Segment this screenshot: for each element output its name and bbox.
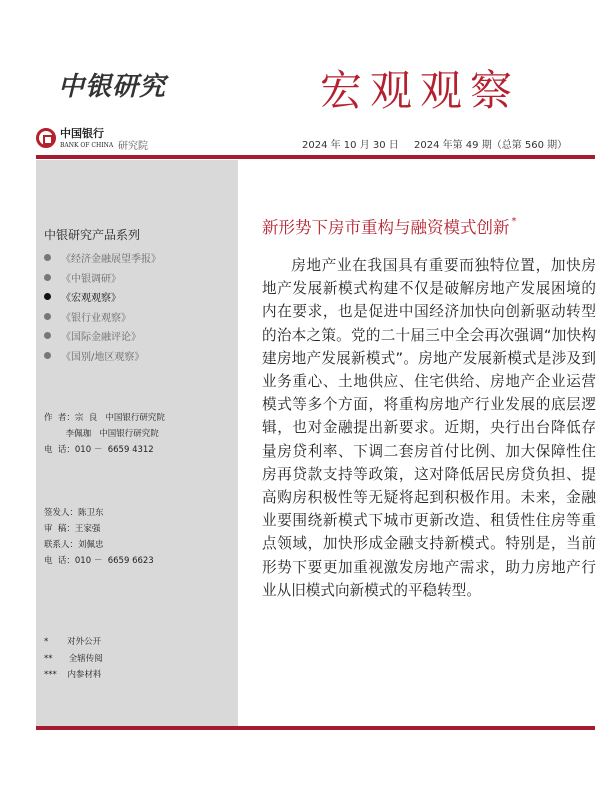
article-title — [262, 216, 517, 240]
bank-of-china-logo — [36, 126, 113, 150]
publish-date: 2024 年 10 月 30 日 — [302, 140, 399, 151]
author-line: 作 者：宗 良 中国银行研究院 — [44, 413, 165, 423]
product-series-item — [44, 348, 144, 363]
brand-script-logo: 中银研究 — [58, 72, 167, 102]
bank-of-china-emblem-icon — [36, 128, 56, 148]
series-title: 宏观观察 — [320, 66, 521, 115]
product-series-item — [44, 328, 141, 343]
author-line: 李佩珈 中国银行研究院 — [44, 429, 159, 439]
product-series-label: 《宏观观察》 — [61, 293, 121, 305]
product-series-label: 《国别/地区观察》 — [61, 352, 145, 363]
bullet-icon — [44, 332, 51, 339]
reviewer-line: 审 稿：王家强 — [44, 524, 101, 534]
product-series-label: 《国际金融评论》 — [61, 332, 141, 344]
product-series-heading: 中银研究产品系列 — [44, 228, 141, 242]
author-phone: 电 话：010 － 6659 4312 — [44, 445, 154, 455]
bullet-icon — [44, 293, 51, 300]
issue-number: 2024 年第 49 期（总第 560 期） — [414, 140, 568, 151]
classification-public: * 对外公开 — [44, 637, 102, 647]
classification-restricted: *** 内参材料 — [44, 670, 102, 680]
issuer-line: 签发人：陈卫东 — [44, 508, 104, 518]
article-title-footnote-mark: * — [511, 216, 517, 227]
product-series-label: 《银行业观察》 — [61, 312, 131, 324]
product-series-item — [44, 270, 121, 285]
header-divider — [36, 155, 595, 159]
footer-divider — [36, 726, 595, 730]
contact-line: 联系人：刘佩忠 — [44, 540, 104, 550]
boc-logo-en: BANK OF CHINA — [60, 142, 114, 149]
product-series-label: 《中银调研》 — [61, 273, 121, 285]
classification-internal: ** 全辖传阅 — [44, 654, 103, 664]
product-series-item — [44, 250, 161, 265]
article-body: 房地产业在我国具有重要而独特位置，加快房地产发展新模式构建不仅是破解房地产发展困境的内在要求，也是促进中国经济加快向创新驱动转型的治本之策。党的二十届三中全会再次强调“加快构建房地产发展新模式”。房地产发展新模式是涉及到业务重心、土地供应、住宅供给、房地产企业运营模式等多个方面，将重构房地产行业发展的底层逻辑，也对金融提出新要求。近期，央行出台降低存量房贷利率、下调二套房首付比例、加大保障性住房再贷款支持等政策，这对降低居民房贷负担、提高购房积极性等无疑将起到积极作用。未来，金融业要围绕新模式下城市更新改造、租赁性住房等重点领域，加快形成金融支持新模式。特别是，当前形势下要更加重视激发房地产需求，助力房地产行业从旧模式向新模式的平稳转型。 — [262, 257, 596, 599]
bullet-icon — [44, 254, 51, 261]
product-series-item — [44, 289, 121, 304]
product-series-item — [44, 309, 131, 324]
bullet-icon — [44, 352, 51, 359]
boc-logo-text — [60, 126, 113, 150]
bullet-icon — [44, 313, 51, 320]
institute-label: 研究院 — [118, 141, 148, 152]
article-title-text: 新形势下房市重构与融资模式创新 — [262, 218, 510, 237]
contact-phone: 电 话：010 － 6659 6623 — [44, 556, 154, 566]
boc-logo-cn: 中国银行 — [60, 127, 104, 140]
product-series-label: 《经济金融展望季报》 — [61, 254, 161, 265]
bullet-icon — [44, 274, 51, 281]
